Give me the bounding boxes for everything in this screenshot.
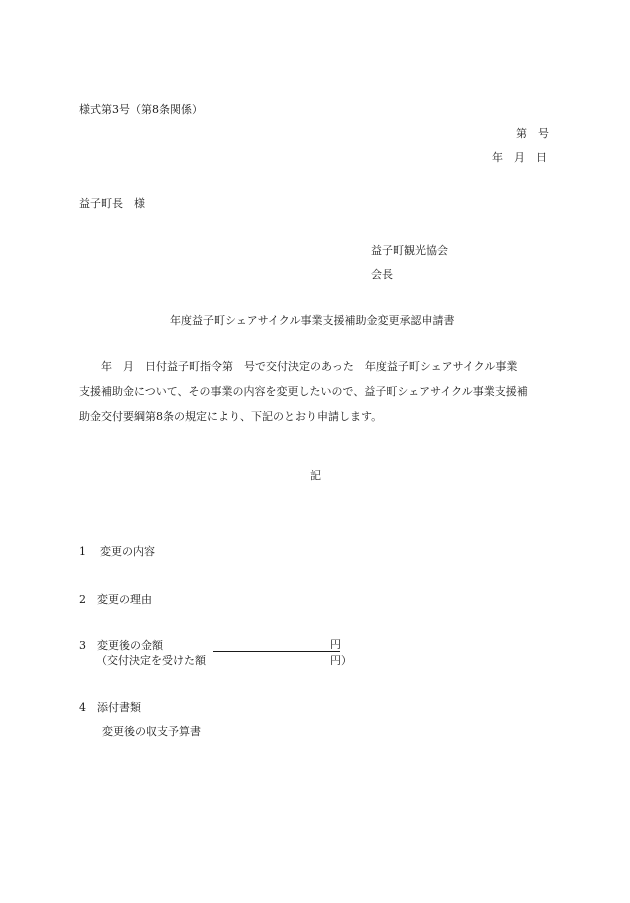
ki-heading: 記 [310,469,321,482]
document-date: 年 月 日 [492,151,547,164]
item-number: 2 [79,593,86,606]
amount-unit: 円 [330,638,341,651]
item-label: 変更後の金額 [97,639,163,652]
sender-title: 会長 [371,268,393,281]
amount-field[interactable] [213,638,340,652]
body-line: 年 月 日付益子町指令第 号で交付決定のあった 年度益子町シェアサイクル事業 [79,360,518,373]
sender-organization: 益子町観光協会 [371,244,448,257]
item-label: 変更の内容 [100,545,155,558]
addressee: 益子町長 様 [79,197,145,210]
body-line: 支援補助金について、その事業の内容を変更したいので、益子町シェアサイクル事業支援補 [79,385,528,398]
item-number: 3 [79,639,86,652]
attachment-name: 変更後の収支予算書 [102,725,201,738]
form-label: 様式第3号（第8条関係） [79,103,203,116]
item-number: 4 [79,701,86,714]
granted-amount-unit: 円） [330,654,352,667]
document-number: 第 号 [516,127,549,140]
body-line: 助金交付要綱第8条の規定により、下記のとおり申請します。 [79,410,383,423]
item-label: 変更の理由 [97,593,152,606]
item-label: 添付書類 [97,701,141,714]
granted-amount-label: （交付決定を受けた額 [96,654,206,667]
item-number: 1 [79,545,86,558]
document-title: 年度益子町シェアサイクル事業支援補助金変更承認申請書 [170,314,455,327]
body-paragraph [79,354,559,429]
